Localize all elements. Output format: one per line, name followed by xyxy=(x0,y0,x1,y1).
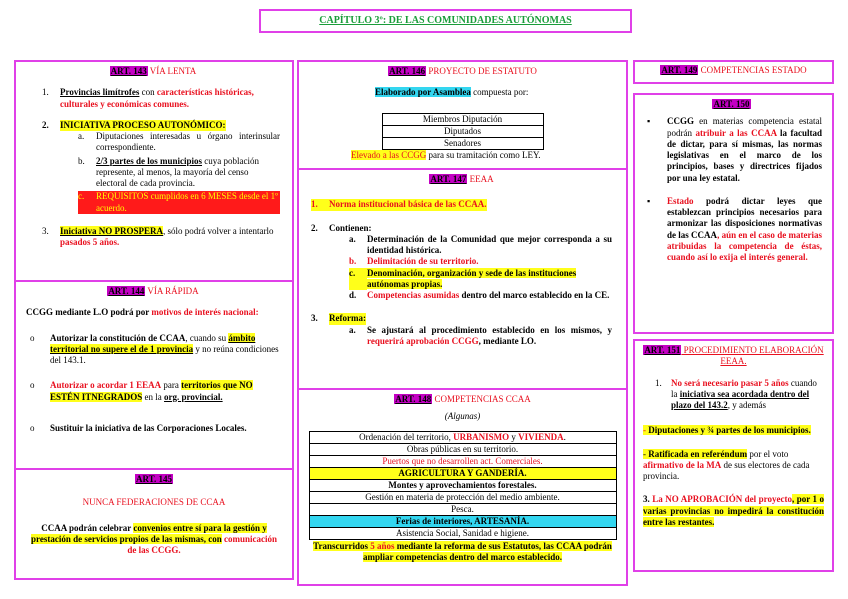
page-title: CAPÍTULO 3º: DE LAS COMUNIDADES AUTÓNOMAS xyxy=(319,15,572,26)
text-span: , mediante LO. xyxy=(478,335,537,346)
art144-label: ART. 144 xyxy=(108,286,145,296)
item-number: 2. xyxy=(42,119,49,130)
text-span: Delimitación de su territorio. xyxy=(367,256,479,267)
item-number: c. xyxy=(349,268,367,291)
art150-header xyxy=(641,99,822,110)
text-span: en la xyxy=(142,391,165,402)
text-span: convenios entre sí para la gestión y prestación de servicios propios de las mismas, con xyxy=(31,522,267,544)
art147-label: ART. 147 xyxy=(430,174,467,184)
text-span: Diputaciones interesadas u órgano interinsular correspondiente. xyxy=(96,131,280,153)
text-span: CCGG xyxy=(667,116,694,127)
item-number: d. xyxy=(349,290,357,300)
text-span: No será necesario pasar 5 años xyxy=(671,377,789,388)
table-cell: Diputados xyxy=(382,125,543,137)
text-span: requerirá aprobación CCGG xyxy=(367,335,479,346)
table-row xyxy=(309,431,616,443)
table-cell xyxy=(309,431,616,443)
art148-box xyxy=(297,388,628,586)
text-span: , aún en el caso de materias atribuidas la competencia de éstas, cuando así lo exija el interés general. xyxy=(667,229,822,262)
text-span: , por 1 o varias provincias no impedirá la constitución entre las restantes. xyxy=(643,494,825,527)
art144-header xyxy=(26,286,280,297)
art146-label: ART. 146 xyxy=(389,66,426,76)
art150-box xyxy=(633,93,834,334)
text-span: URBANISMO xyxy=(453,431,510,442)
art146-header xyxy=(307,66,618,77)
art146-send xyxy=(351,150,618,161)
item-number: a. xyxy=(349,324,356,335)
art143-item-2 xyxy=(26,120,280,131)
table-row xyxy=(309,503,616,515)
text-span: mediante la reforma de sus Estatutos, las CCAA podrán ampliar competencias dentro del marco establecido. xyxy=(363,540,612,562)
art147-item-3a xyxy=(349,325,612,348)
art143-item-2a xyxy=(78,131,280,154)
item-number: a. xyxy=(349,233,356,244)
text-span: características históricas, culturales y económicas comunes. xyxy=(60,87,254,109)
art144-bullet-3 xyxy=(26,423,280,434)
art143-item-2c xyxy=(78,191,280,214)
art149-heading: COMPETENCIAS ESTADO xyxy=(698,65,807,75)
art151-box xyxy=(633,339,834,572)
art143-heading: VÍA LENTA xyxy=(147,66,197,76)
art145-text xyxy=(26,523,282,557)
text-span: y xyxy=(509,431,519,442)
text-span: Elevado a las CCGG xyxy=(351,149,427,160)
text-span: , cuando su xyxy=(185,332,229,343)
text-span: Determinación de la Comunidad que mejor corresponda a su identidad histórica. xyxy=(367,233,612,255)
text-span: Autorizar la constitución de CCAA xyxy=(50,332,186,343)
art151-item-1 xyxy=(643,378,824,412)
text-span: dentro del marco establecido en la CE. xyxy=(459,290,610,300)
text-span: 5 años xyxy=(370,540,395,551)
text-span: Ordenación del territorio, xyxy=(359,431,454,442)
art147-item-3 xyxy=(311,313,612,324)
text-span: INICIATIVA PROCESO AUTONÓMICO: xyxy=(60,119,226,130)
art144-heading: VÍA RÁPIDA xyxy=(145,286,199,296)
art151-dash-2 xyxy=(643,449,824,483)
text-span: , y además xyxy=(727,400,767,410)
art147-heading: EEAA xyxy=(467,174,494,184)
text-span: , sólo podrá volver a intentarlo xyxy=(163,225,274,236)
text-span: pasados 5 años. xyxy=(60,237,120,247)
art151-item-3 xyxy=(643,494,824,528)
art144-box xyxy=(14,280,294,470)
square-bullet-icon: ▪ xyxy=(647,116,651,127)
text-span: en materias competencia estatal podrán xyxy=(667,116,822,138)
art145-header xyxy=(26,474,282,485)
text-span: 3. xyxy=(643,494,653,505)
item-number: c. xyxy=(78,191,96,214)
art143-item-3 xyxy=(26,226,280,249)
text-span: Estado xyxy=(667,195,694,206)
item-number: 3. xyxy=(42,225,49,236)
text-span: Contienen: xyxy=(329,222,372,233)
art143-header xyxy=(26,66,280,77)
text-span: Provincias limítrofes xyxy=(60,87,140,98)
item-number: 1. xyxy=(655,377,662,388)
table-cell: Ferias de interiores, ARTESANÍA. xyxy=(309,515,616,527)
table-cell: Asistencia Social, Sanidad e higiene. xyxy=(309,527,616,539)
title-box xyxy=(259,9,632,33)
art149-box xyxy=(633,60,834,84)
text-span: por el voto xyxy=(747,448,789,459)
item-number: 3. xyxy=(311,313,318,324)
text-span: y no reúna condiciones del 143.1. xyxy=(50,343,279,365)
bullet-icon: o xyxy=(30,422,35,433)
art150-bullet-1 xyxy=(641,116,822,184)
table-row xyxy=(309,527,616,539)
text-span: 2/3 partes de los municipios xyxy=(96,155,203,166)
art147-item-2c xyxy=(349,268,612,291)
table-cell: Pesca. xyxy=(309,503,616,515)
art146-box xyxy=(297,60,628,170)
table-cell: Obras públicas en su territorio. xyxy=(309,443,616,455)
text-span: La NO APROBACIÓN del proyecto xyxy=(652,494,792,505)
square-bullet-icon: ▪ xyxy=(647,195,651,206)
text-span: VIVIENDA xyxy=(518,431,564,442)
text-span: motivos de interés nacional: xyxy=(151,307,259,318)
text-span: Diputaciones y ¾ partes de los municipios. xyxy=(648,425,811,436)
art145-label: ART. 145 xyxy=(135,474,173,484)
item-number: a. xyxy=(78,131,85,141)
text-span: para su tramitación como LEY. xyxy=(426,149,541,160)
art148-label: ART. 148 xyxy=(395,394,432,404)
text-span: Autorizar o acordar 1 EEAA xyxy=(50,380,162,391)
text-span: Reforma: xyxy=(329,313,366,324)
table-cell: Senadores xyxy=(382,137,543,149)
text-span: Ratificada en referéndum xyxy=(648,448,748,459)
text-span: REQUISITOS cumplidos en 6 MESES desde el 1º acuerdo. xyxy=(96,191,280,214)
table-row xyxy=(309,455,616,467)
art146-elab xyxy=(375,87,618,98)
text-span: cuando la xyxy=(671,377,817,399)
text-span: Norma institucional básica de las CCAA. xyxy=(329,199,487,210)
table-row xyxy=(309,443,616,455)
text-span: CCAA podrán celebrar xyxy=(41,522,134,533)
text-span: Sustituir la iniciativa de las Corporaciones Locales. xyxy=(50,422,247,433)
text-span: CCGG mediante L.O podrá por xyxy=(26,307,152,318)
text-span: Transcurridos xyxy=(313,540,371,551)
table-row xyxy=(309,467,616,479)
art147-item-2d xyxy=(349,290,612,301)
art143-item-1 xyxy=(26,87,280,110)
art147-box xyxy=(297,168,628,390)
art151-heading: PROCEDIMIENTO ELABORACIÓN EEAA. xyxy=(681,345,824,367)
text-span: Iniciativa NO PROSPERA xyxy=(60,225,164,236)
art151-dash-1 xyxy=(643,425,824,436)
table-row xyxy=(309,491,616,503)
bullet-icon: o xyxy=(30,332,35,343)
text-span: atribuir a las CCAA xyxy=(695,127,777,138)
text-span: ámbito territorial no supere el de 1 provincia xyxy=(50,332,256,354)
art149-label: ART. 149 xyxy=(661,65,698,75)
text-span: Elaborado por Asamblea xyxy=(375,87,471,98)
text-span: territorios que NO ESTÉN ITNEGRADOS xyxy=(50,380,253,402)
art151-label: ART. 151 xyxy=(644,345,681,355)
art147-item-1 xyxy=(311,199,612,210)
art146-heading: PROYECTO DE ESTATUTO xyxy=(426,66,537,76)
table-cell: Gestión en materia de protección del medio ambiente. xyxy=(309,491,616,503)
table-cell: Montes y aprovechamientos forestales. xyxy=(309,479,616,491)
art145-heading: NUNCA FEDERACIONES DE CCAA xyxy=(82,497,226,508)
table-cell: AGRICULTURA Y GANDERÍA. xyxy=(309,467,616,479)
art148-table xyxy=(309,431,617,540)
text-span: Competencias asumidas xyxy=(367,290,460,300)
table-cell: Puertos que no desarrollen act. Comerciales. xyxy=(309,455,616,467)
art145-box xyxy=(14,468,294,580)
art147-header xyxy=(311,174,612,185)
table-row xyxy=(309,515,616,527)
art151-header xyxy=(643,345,824,368)
text-span: - xyxy=(643,425,649,436)
text-span: comunicación de las CCGG. xyxy=(127,533,277,555)
art148-header xyxy=(305,394,620,405)
text-span: Denominación, organización y sede de las instituciones autónomas propias. xyxy=(367,267,577,289)
text-span: org. provincial. xyxy=(164,391,223,402)
item-number: 1. xyxy=(311,199,329,210)
text-span: Se ajustará al procedimiento establecido en los mismos, y xyxy=(367,324,612,335)
text-span: . xyxy=(563,431,566,442)
art143-item-2b xyxy=(78,156,280,190)
item-number: 2. xyxy=(311,222,318,233)
text-span: la facultad de dictar, para sí mismas, las normas legislativas en el marco de los principios, bases y directrices fijados por una ley estatal. xyxy=(667,127,822,183)
art147-item-2b xyxy=(349,256,612,267)
art147-item-2a xyxy=(349,234,612,257)
text-span: afirmativo de la MA xyxy=(643,459,722,470)
table-cell: Miembros Diputación xyxy=(382,113,543,125)
table-row xyxy=(309,479,616,491)
text-span: cuya población represente, al menos, la mayoría del censo electoral de cada provincia. xyxy=(96,155,259,188)
text-span: para xyxy=(161,380,182,391)
art143-label: ART. 143 xyxy=(110,66,147,76)
item-number: b. xyxy=(349,256,357,267)
art144-intro xyxy=(26,307,280,318)
art148-footer xyxy=(305,541,620,564)
text-span: con xyxy=(139,87,157,98)
text-span: iniciativa sea acordada dentro del plazo del 143.2 xyxy=(671,388,810,410)
art148-heading: COMPETENCIAS CCAA xyxy=(432,394,531,404)
art150-label: ART. 150 xyxy=(713,99,750,109)
item-number: 1. xyxy=(42,87,49,98)
art144-bullet-1 xyxy=(26,333,280,367)
item-number: b. xyxy=(78,155,85,166)
art148-subtitle: (Algunas) xyxy=(444,411,481,422)
bullet-icon: o xyxy=(30,380,35,391)
art146-members-table xyxy=(382,113,544,150)
text-span: compuesta por: xyxy=(470,87,529,98)
art144-bullet-2 xyxy=(26,380,280,403)
art143-box xyxy=(14,60,294,282)
art147-item-2 xyxy=(311,223,612,234)
text-span: - xyxy=(643,448,649,459)
art150-bullet-2 xyxy=(641,196,822,264)
text-span: de sus electores de cada provincia. xyxy=(643,459,810,481)
text-span: podrá dictar leyes que establezcan principios necesarios para armonizar las disposiciones normativas de las CCAA xyxy=(667,195,822,240)
